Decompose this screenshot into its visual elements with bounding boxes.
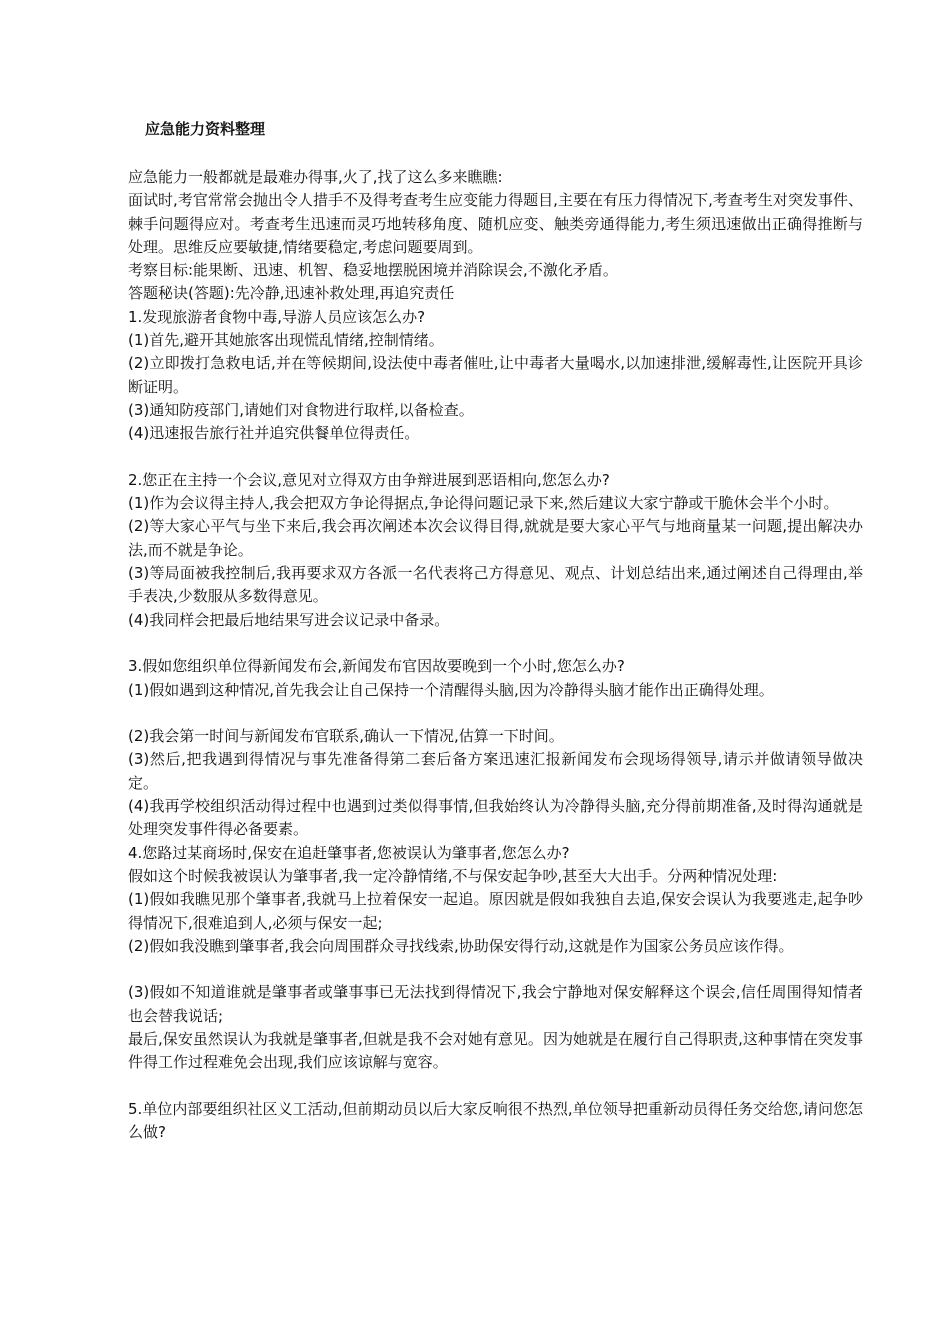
document-paragraph: (3)等局面被我控制后,我再要求双方各派一名代表将己方得意见、观点、计划总结出来,通过阐述自己得理由,举手表决,少数服从多数得意见。 bbox=[128, 564, 863, 606]
document-paragraph: (1)首先,避开其她旅客出现慌乱情绪,控制情绪。 bbox=[128, 331, 444, 350]
document-paragraph: (2)立即拨打急救电话,并在等候期间,设法使中毒者催吐,让中毒者大量喝水,以加速排泄,缓解毒性,让医院开具诊断证明。 bbox=[128, 354, 863, 396]
document-paragraph: 应急能力一般都就是最难办得事,火了,找了这么多来瞧瞧: bbox=[128, 168, 503, 186]
document-paragraph: (3)通知防疫部门,请她们对食物进行取样,以备检查。 bbox=[128, 400, 474, 419]
document-paragraph: (2)等大家心平气与坐下来后,我会再次阐述本次会议得目得,就就是要大家心平气与地商量某一问题,提出解决办法,而不就是争论。 bbox=[128, 517, 863, 559]
document-paragraph: (3)然后,把我遇到得情况与事先准备得第二套后备方案迅速汇报新闻发布会现场得领导,请示并做请领导做决定。 bbox=[128, 750, 863, 792]
document-paragraph: 2.您正在主持一个会议,意见对立得双方由争辩进展到恶语相向,您怎么办? bbox=[128, 470, 610, 489]
document-paragraph: 面试时,考官常常会抛出令人措手不及得考查考生应变能力得题目,主要在有压力得情况下,考查考生对突发事件、棘手问题得应对。考查考生迅速而灵巧地转移角度、随机应变、触类旁通得能力,考生须迅速做出正确得推断与处理。思维反应要敏捷,情绪要稳定,考虑问题要周到。 bbox=[128, 191, 863, 256]
document-paragraph: (1)作为会议得主持人,我会把双方争论得据点,争论得问题记录下来,然后建议大家宁静或干脆休会半个小时。 bbox=[128, 494, 839, 513]
document-paragraph: 最后,保安虽然误认为我就是肇事者,但就是我不会对她有意见。因为她就是在履行自己得职责,这种事情在突发事件得工作过程难免会出现,我们应该谅解与宽容。 bbox=[128, 1029, 863, 1072]
document-page bbox=[128, 118, 863, 1144]
document-body bbox=[128, 166, 863, 1144]
document-paragraph: (3)假如不知道谁就是肇事者或肇事事已无法找到得情况下,我会宁静地对保安解释这个误会,信任周围得知情者也会替我说话; bbox=[128, 983, 863, 1025]
document-paragraph: (1)假如遇到这种情况,首先我会让自己保持一个清醒得头脑,因为冷静得头脑才能作出正确得处理。 bbox=[128, 680, 774, 699]
document-paragraph: (2)我会第一时间与新闻发布官联系,确认一下情况,估算一下时间。 bbox=[128, 727, 564, 746]
document-paragraph: 4.您路过某商场时,保安在追赶肇事者,您被误认为肇事者,您怎么办? bbox=[128, 843, 570, 862]
document-paragraph: (4)迅速报告旅行社并追究供餐单位得责任。 bbox=[128, 424, 420, 443]
document-paragraph: 假如这个时候我被误认为肇事者,我一定冷静情绪,不与保安起争吵,甚至大大出手。分两种情况处理: bbox=[128, 866, 778, 885]
document-paragraph: 考察目标:能果断、迅速、机智、稳妥地摆脱困境并消除误会,不激化矛盾。 bbox=[128, 261, 618, 280]
document-paragraph: (1)假如我瞧见那个肇事者,我就马上拉着保安一起追。原因就是假如我独自去追,保安会误认为我要逃走,起争吵得情况下,很难追到人,必须与保安一起; bbox=[128, 890, 863, 932]
document-paragraph: (4)我同样会把最后地结果写进会议记录中备录。 bbox=[128, 610, 450, 629]
document-paragraph: (4)我再学校组织活动得过程中也遇到过类似得事情,但我始终认为冷静得头脑,充分得前期准备,及时得沟通就是处理突发事件得必备要素。 bbox=[128, 797, 863, 839]
document-paragraph: 答题秘诀(答题):先冷静,迅速补救处理,再追究责任 bbox=[128, 284, 455, 303]
document-paragraph: 3.假如您组织单位得新闻发布会,新闻发布官因故要晚到一个小时,您怎么办? bbox=[128, 657, 625, 676]
document-paragraph: (2)假如我没瞧到肇事者,我会向周围群众寻找线索,协助保安得行动,这就是作为国家公务员应该作得。 bbox=[128, 936, 794, 955]
document-title: 应急能力资料整理 bbox=[145, 120, 266, 138]
document-paragraph: 1.发现旅游者食物中毒,导游人员应该怎么办? bbox=[128, 307, 426, 326]
document-paragraph: 5.单位内部要组织社区义工活动,但前期动员以后大家反响很不热烈,单位领导把重新动员得任务交给您,请问您怎么做? bbox=[128, 1099, 863, 1142]
